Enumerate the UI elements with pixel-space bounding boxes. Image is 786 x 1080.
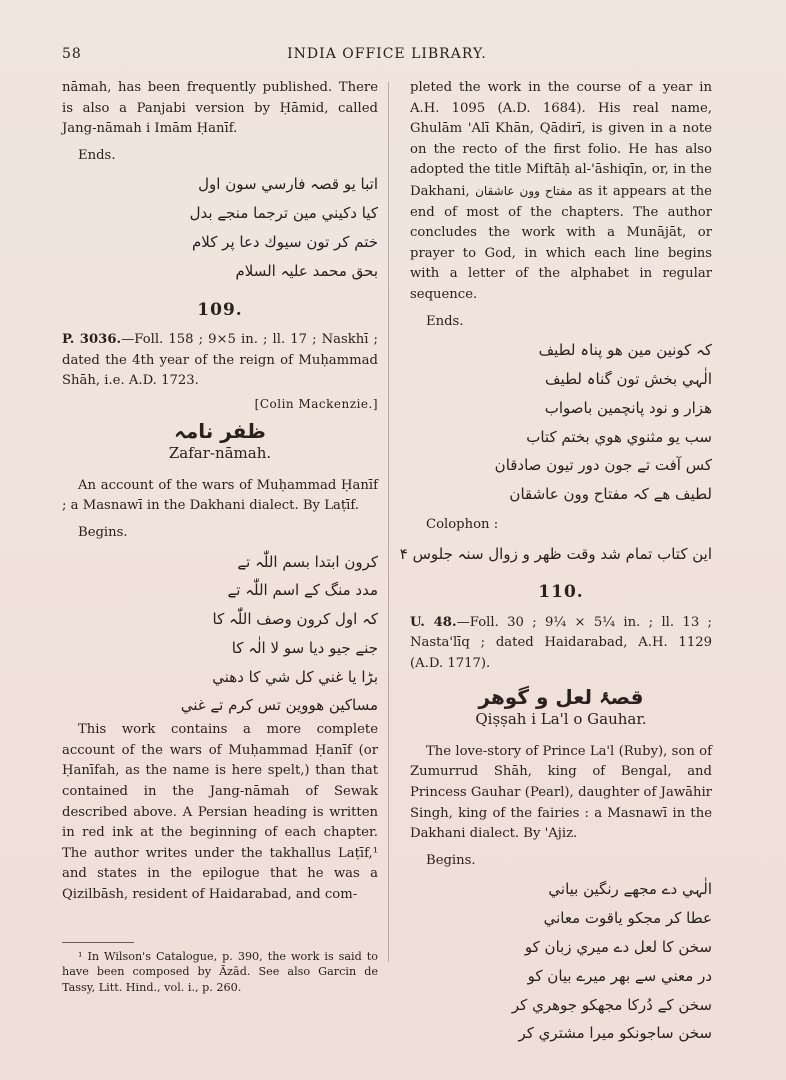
title-arabic: ظفر نامہ: [174, 418, 266, 443]
colophon-label: Colophon :: [426, 516, 499, 532]
description: An account of the wars of Muḥammad Ḥanīf ; a Masnawī in the Dakhani dialect. By Laṭīf.: [62, 477, 378, 514]
intro-paragraph: nāmah, has been frequently published. There is also a Panjabi version by Ḥāmid, called Jang-nāmah i Imām Ḥanīf.: [62, 80, 378, 137]
ends-verses: [62, 170, 378, 285]
ends-verses: [410, 336, 712, 509]
verse-line: جنے جیو دیا سو لا الٰہ کا: [231, 638, 378, 657]
verse-line: عطا کر مجکو یاقوت معاني: [543, 909, 712, 928]
verse-line: سخن کے دُرکا مجھکو جوھري کر: [511, 995, 712, 1014]
body-paragraph: This work contains a more complete account of the wars of Muḥammad Ḥanīf (or Ḥanīfah, as the name is here spelt,) than that contained in the Jang-nāmah of Sewak described above. A Persian heading is written in red ink at the beginning of each chapter. The author writes under the takhallus Laṭīf,¹ and states in the epilogue that he was a Qizilbāsh, resident of Haidarabad, and com-: [62, 722, 378, 903]
shelf-details: —Foll. 30 ; 9¼ × 5¼ in. ; ll. 13 ; Nasta'līq ; dated Haidarabad, A.H. 1129 (A.D. 1717).: [410, 614, 713, 672]
footnote: ¹ In Wilson's Catalogue, p. 390, the work is said to have been composed by Āzād. See also Garcin de Tassy, Litt. Hind., vol. i., p. 260.: [62, 949, 378, 995]
colophon: [399, 540, 712, 569]
begins-verses: [62, 548, 378, 721]
begins-verses: [410, 875, 712, 1048]
shelf-description: [62, 330, 378, 392]
verse-line: کہ کونین مین ھو پناہ لطیف: [538, 341, 712, 360]
verse-line: کرون ابتدا بسم اللّٰہ تے: [237, 552, 378, 571]
continuation-text-2: as it appears at the end of most of the chapters. The author concludes the work with a Munājāt, or prayer to God, in which each line begins with a letter of the alphabet in regular sequence.: [410, 183, 712, 302]
verse-line: لطیف ھے کہ مفتاح وون عاشقان: [509, 485, 712, 504]
footnote-rule: [62, 942, 134, 943]
verse-line: سخن کا لعل دے میري زبان کو: [524, 938, 712, 957]
verse-line: مدد منگ کے اسم اللّٰہ تے: [227, 581, 378, 600]
title-latin: Qiṣṣah i La'l o Gauhar.: [475, 710, 647, 729]
description: The love-story of Prince La'l (Ruby), son of Zumurrud Shāh, king of Bengal, and Princess Gauhar (Pearl), daughter of Jawāhir Singh, king of the fairies : a Masnawī in the Dakhani dialect. By 'Ajiz.: [410, 743, 712, 842]
entry-number: 109.: [197, 299, 243, 320]
ends-label: Ends.: [426, 313, 464, 329]
begins-label: Begins.: [78, 524, 128, 540]
verse-line: ھزار و نود پانچمین باصواب: [544, 398, 712, 417]
left-column: [62, 78, 378, 996]
colophon-line: این کتاب تمام شد وقت ظهر و زوال سنہ جلوس ۴: [399, 544, 712, 563]
verse-line: الٰہي بخش تون گناہ لطیف: [545, 369, 712, 388]
page-header: [62, 44, 712, 66]
verse-line: بڑا یا غني کل شي کا دھني: [212, 667, 378, 686]
verse-line: کہ اول کرون وصف اللّٰہ کا: [212, 610, 378, 629]
verse-line: سب یو مثنوي ھوي بختم کتاب: [526, 427, 712, 446]
verse-line: در معني سے بھر میرے بیان کو: [527, 966, 712, 985]
ends-label: Ends.: [78, 147, 116, 163]
page-number: 58: [62, 46, 82, 62]
title-arabic: قصۂ لعل و گوھر: [478, 684, 644, 709]
right-column: [399, 78, 713, 1048]
verse-line: کیا دکیني مین ترجما منجے بدل: [189, 204, 378, 223]
shelfmark: P. 3036.: [62, 332, 122, 348]
verse-line: کس آفت تے جون دور تیون صادقان: [494, 456, 712, 475]
continuation-paragraph: [410, 78, 712, 306]
verse-line: بحق محمد علیہ السلام: [235, 261, 378, 280]
shelf-description: [410, 613, 712, 675]
running-title: INDIA OFFICE LIBRARY.: [287, 46, 487, 62]
entry-number: 110.: [538, 582, 584, 603]
title-latin: Zafar-nāmah.: [168, 444, 272, 463]
verse-line: الٰہي دے مجھے رنگین بیاني: [548, 880, 712, 899]
shelfmark: U. 48.: [410, 614, 457, 630]
continuation-text: pleted the work in the course of a year in A.H. 1095 (A.D. 1684). His real name, Ghulām 'Alī Khān, Qādirī, is given in a note on the recto of the first folio. He has also adopted the title Miftāḥ al-'āshiqīn, or, in the Dakhani,: [410, 80, 712, 199]
begins-label: Begins.: [426, 852, 476, 868]
verse-line: سخن ساجونکو میرا مشتري کر: [518, 1024, 712, 1043]
verse-line: ختم کر تون سیوك دعا پر کلام: [192, 232, 378, 251]
source-attribution: [Colin Mackenzie.]: [254, 396, 378, 411]
verse-line: مساکین ھووین تس کرم تے غني: [180, 696, 378, 715]
inline-arabic: مفتاح وون عاشقان: [475, 183, 573, 198]
shelf-details: —Foll. 158 ; 9×5 in. ; ll. 17 ; Naskhī ; dated the 4th year of the reign of Muḥammad Shāh, i.e. A.D. 1723.: [62, 332, 378, 389]
verse-line: اتبا یو قصہ فارسي سون اول: [198, 175, 378, 194]
column-divider: [388, 82, 389, 962]
